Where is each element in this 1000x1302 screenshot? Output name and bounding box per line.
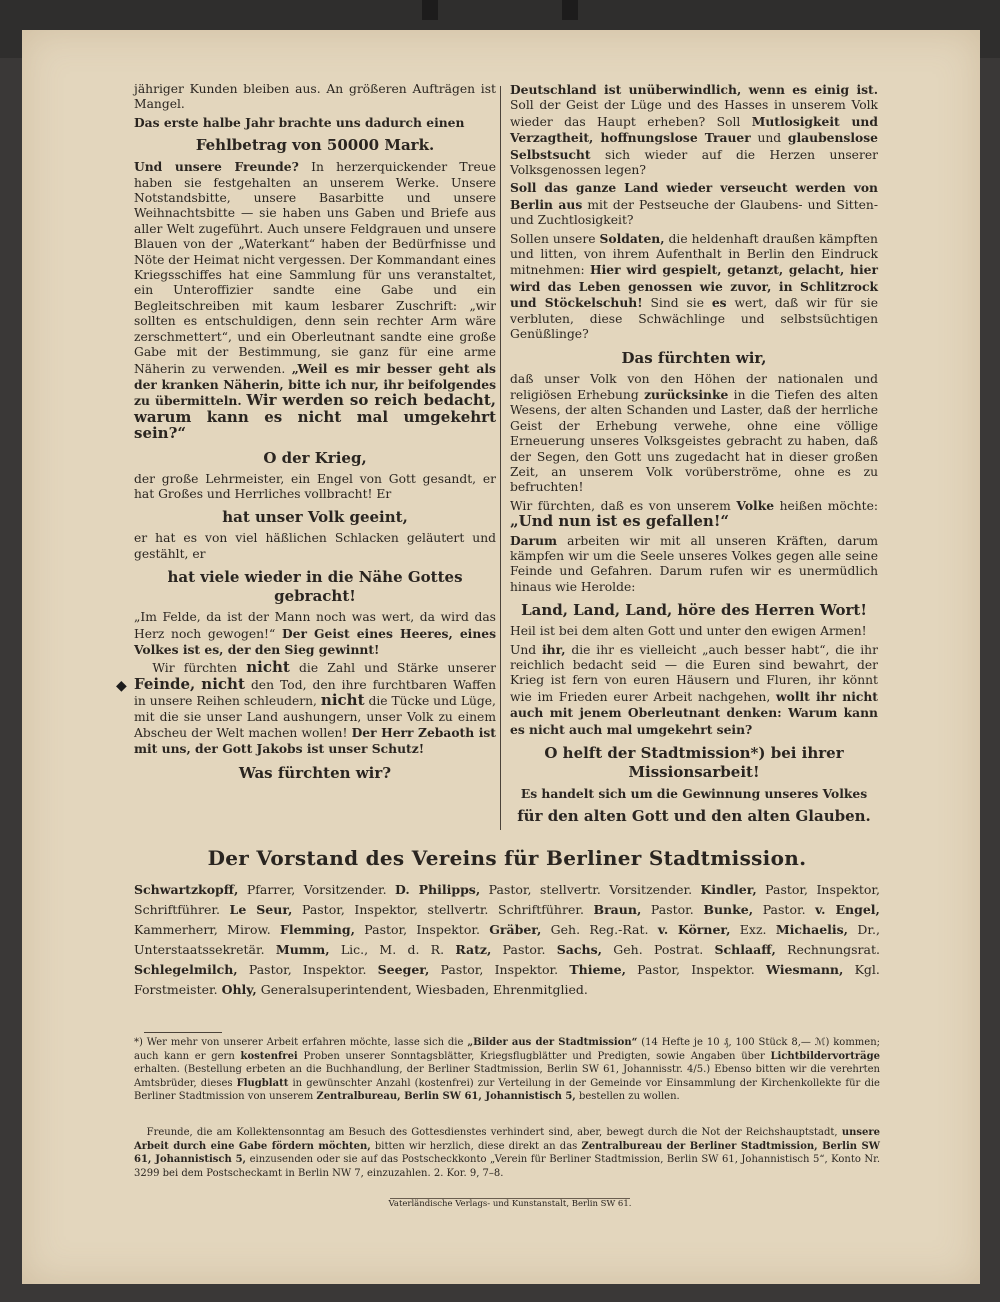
board-member-role: Pastor.: [502, 942, 546, 957]
board-member-role: Pastor, Inspektor, stellvertr. Schriftführer.: [301, 902, 584, 917]
board-member-role: Generalsuperintendent, Wiesbaden, Ehrenmitglied.: [260, 982, 588, 997]
board-member-name: Kindler,: [700, 882, 757, 897]
board-member-role: Exz.: [739, 922, 767, 937]
board-member-role: Pastor.: [650, 902, 694, 917]
footnote-rule: [144, 1032, 222, 1033]
paragraph: Und unsere Freunde? In herzerquickender Treue haben sie festgehalten an unserem Werke. Unsere Notstandsbitte, unsere Basarbitte und unsere Weihnachtsbitte — sie haben uns Gaben und Briefe aus aller Welt zugeführt. Auch unsere Feldgrauen und unsere Blauen von der „Waterkant“ haben der Bedürfnisse und Nöte der Heimat nicht vergessen. Der Kommandant eines Kriegsschiffes hat eine Sammlung für uns veranstaltet, ein Unteroffizier sandte eine Gabe und ein Begleitschreiben mit kaum lesbarer Zuschrift: „wir sollten es entschuldigen, denn sein rechter Arm wäre zerschmettert“, und ein Oberleutnant sandte eine große Gabe mit der Bestimmung, sie ganz für eine arme Näherin zu verwenden. „Weil es mir besser geht als der kranken Näherin, bitte ich nur, ihr beifolgendes zu übermitteln. Wir werden so reich bedacht, warum kann es nicht mal umgekehrt sein?“: [134, 159, 496, 443]
heading-alter-glaube: für den alten Gott und den alten Glauben.: [517, 807, 871, 826]
board-member-name: Wiesmann,: [765, 962, 844, 977]
board-title: Der Vorstand des Vereins für Berliner Stadtmission.: [207, 846, 807, 870]
board-member-name: Sachs,: [556, 942, 602, 957]
paragraph: Wir fürchten nicht die Zahl und Stärke unserer Feinde, nicht den Tod, den ihre furchtbaren Waffen in unsere Reihen schleudern, nicht die Tücke und Lüge, mit die sie unser Land aushungern, unser Volk zu einem Abscheu der Welt machen wollen! Der Herr Zebaoth ist mit uns, der Gott Jakobs ist unser Schutz!: [134, 658, 496, 757]
footnote: *) Wer mehr von unserer Arbeit erfahren möchte, lasse sich die „Bilder aus der Stadtmission“ (14 Hefte je 10 ₰, 100 Stück 8,— ℳ) kommen; auch kann er gern kostenfrei Proben unserer Sonntagsblätter, Kriegsflugblätter und Predigten, sowie Angaben über Lichtbildervorträge erhalten. (Bestellung erbeten an die Buchhandlung, der Berliner Stadtmission, Berlin SW 61, Johannisstr. 4/5.) Ebenso bitten wir die verehrten Amtsbrüder, dieses Flugblatt in gewünschter Anzahl (kostenfrei) zur Verteilung in der Gemeinde vor Einsammlung der Kirchenkollekte für die Berliner Stadtmission von unserem Zentralbureau, Berlin SW 61, Johannistisch 5, bestellen zu wollen.: [134, 1037, 881, 1102]
left-column: [134, 82, 496, 787]
heading-krieg: O der Krieg,: [263, 448, 367, 467]
board-member-name: Schlaaff,: [714, 942, 776, 957]
board-member-role: Dr., Unterstaatssekretär.: [134, 922, 880, 957]
board-members: [134, 880, 880, 1000]
paragraph: Es handelt sich um die Gewinnung unseres Volkes: [520, 786, 868, 802]
board-member-name: Michaelis,: [775, 922, 849, 937]
board-member-role: Pastor, Inspektor.: [440, 962, 559, 977]
board-member-role: Lic., M. d. R.: [340, 942, 445, 957]
board-member-name: v. Engel,: [815, 902, 880, 917]
board-member-role: Pfarrer, Vorsitzender.: [246, 882, 387, 897]
board-member-role: Pastor, Inspektor.: [637, 962, 755, 977]
punch-mark-icon: ◆: [116, 678, 127, 694]
board-member-name: v. Körner,: [657, 922, 731, 937]
paragraph: Und ihr, die ihr es vielleicht „auch besser habt“, die ihr reichlich bedacht seid — die Euren sind bewahrt, der Krieg ist fern von euren Häusern und Fluren, ihr könnt wie im Frieden eurer Arbeit nachgehen, wollt ihr nicht auch mit jenem Oberleutnant denken: Warum kann es nicht auch mal umgekehrt sein?: [510, 641, 878, 737]
heading-was-fuerchten: Was fürchten wir?: [238, 763, 392, 782]
heading-geeint: hat unser Volk geeint,: [222, 508, 408, 527]
board-member-name: Schwartzkopff,: [134, 882, 239, 897]
paragraph: Heil ist bei dem alten Gott und unter den ewigen Armen!: [510, 624, 867, 639]
board-member-name: Thieme,: [569, 962, 626, 977]
column-divider: [500, 86, 501, 830]
paragraph: der große Lehrmeister, ein Engel von Gott gesandt, er hat Großes und Herrliches vollbracht! Er: [134, 471, 496, 501]
right-column: [510, 82, 878, 830]
board-member-name: D. Philipps,: [395, 882, 481, 897]
paragraph: Darum arbeiten wir mit all unseren Kräften, darum kämpfen wir um die Seele unseres Volkes gegen alle seine Feinde und Gefahren. Darum rufen wir es unermüdlich hinaus wie Herolde:: [510, 532, 878, 594]
board-member-name: Mumm,: [275, 942, 330, 957]
paragraph: Sollen unsere Soldaten, die heldenhaft draußen kämpften und litten, von ihrem Aufenthalt in Berlin den Eindruck mitnehmen: Hier wird gespielt, getanzt, gelacht, hier wird das Leben genossen wie zuvor, in Schlitzrock und Stöckelschuh! Sind sie es wert, daß wir für sie verbluten, diese Schwächlinge und selbstsüchtigen Genüßlinge?: [510, 230, 879, 342]
board-member-name: Gräber,: [489, 922, 542, 937]
board-member-name: Le Seur,: [229, 902, 293, 917]
board-member-role: Pastor, Inspektor.: [248, 962, 367, 977]
board-member-role: Pastor, Inspektor.: [364, 922, 480, 937]
board-member-role: Geh. Reg.-Rat.: [550, 922, 649, 937]
board-member-name: Flemming,: [279, 922, 355, 937]
paragraph: Soll das ganze Land wieder verseucht werden von Berlin aus mit der Pestseuche der Glaubens- und Sitten- und Zuchtlosigkeit?: [510, 180, 878, 228]
board-member-name: Ratz,: [455, 942, 492, 957]
board-member-name: Seeger,: [377, 962, 430, 977]
board-member-role: Kgl. Forstmeister.: [134, 962, 880, 997]
paragraph: „Im Felde, da ist der Mann noch was wert, da wird das Herz noch gewogen!“ Der Geist eines Heeres, eines Volkes ist es, der den Sieg gewinnt!: [134, 610, 497, 657]
binder-clip-right: [562, 0, 578, 20]
board-member-role: Rechnungsrat.: [787, 942, 880, 957]
leaflet-page: [22, 30, 980, 1284]
board-member-role: Kammerherr, Mirow.: [134, 922, 271, 937]
board-member-role: Pastor, Inspektor, Schriftführer.: [134, 882, 880, 917]
heading-land: Land, Land, Land, höre des Herren Wort!: [521, 601, 867, 620]
heading-das-fuerchten: Das fürchten wir,: [621, 348, 767, 367]
printer-imprint: Vaterländische Verlags- und Kunstanstalt, Berlin SW 61.: [388, 1199, 632, 1209]
heading-gottes: hat viele wieder in die Nähe Gottes gebracht!: [167, 568, 463, 606]
board-member-role: Geh. Postrat.: [613, 942, 704, 957]
paragraph: Wir fürchten, daß es von unserem Volke heißen möchte: „Und nun ist es gefallen!“: [510, 497, 878, 531]
paragraph: jähriger Kunden bleiben aus. An größeren Aufträgen ist Mangel.: [134, 82, 496, 112]
board-member-name: Bunke,: [703, 902, 754, 917]
paragraph: Das erste halbe Jahr brachte uns dadurch einen: [134, 114, 465, 130]
paragraph: daß unser Volk von den Höhen der nationalen und religiösen Erhebung zurücksinke in die Tiefen des alten Wesens, der alten Schanden und Laster, daß der herrliche Geist der Erhebung verwehe, ohne eine völlige Erneuerung unseres Volksgeistes gebracht zu haben, daß der Segen, den Gott uns zugedacht hat in dieser großen Zeit, an unserem Volk vorüberströme, ohne es zu befruchten!: [510, 371, 879, 495]
board-member-name: Ohly,: [221, 982, 257, 997]
donation-appeal: Freunde, die am Kollektensonntag am Besuch des Gottesdienstes verhindert sind, aber, bewegt durch die Not der Reichshauptstadt, unsere Arbeit durch eine Gabe fördern möchten, bitten wir herzlich, diese direkt an das Zentralbureau der Berliner Stadtmission, Berlin SW 61, Johannistisch 5, einzusenden oder sie auf das Postscheckkonto „Verein für Berliner Stadtmission, Berlin SW 61, Johannistisch 5“, Konto Nr. 3299 bei dem Postscheckamt in Berlin NW 7, einzuzahlen. 2. Kor. 9, 7–8.: [134, 1127, 880, 1179]
paragraph: er hat es von viel häßlichen Schlacken geläutert und gestählt, er: [134, 531, 496, 561]
board-member-role: Pastor.: [762, 902, 806, 917]
binder-clip-left: [422, 0, 438, 20]
heading-fehlbetrag: Fehlbetrag von 50000 Mark.: [195, 136, 435, 155]
paragraph: Deutschland ist unüberwindlich, wenn es einig ist. Soll der Geist der Lüge und des Hasses in unserem Volk wieder das Haupt erheben? Soll Mutlosigkeit und Verzagtheit, hoffnungslose Trauer und glaubenslose Selbstsucht sich wieder auf die Herzen unserer Volksgenossen legen?: [510, 82, 878, 178]
board-member-name: Braun,: [593, 902, 642, 917]
board-member-role: Pastor, stellvertr. Vorsitzender.: [488, 882, 693, 897]
board-member-name: Schlegelmilch,: [134, 962, 238, 977]
heading-helft: O helft der Stadtmission*) bei ihrer Missionsarbeit!: [544, 744, 844, 782]
